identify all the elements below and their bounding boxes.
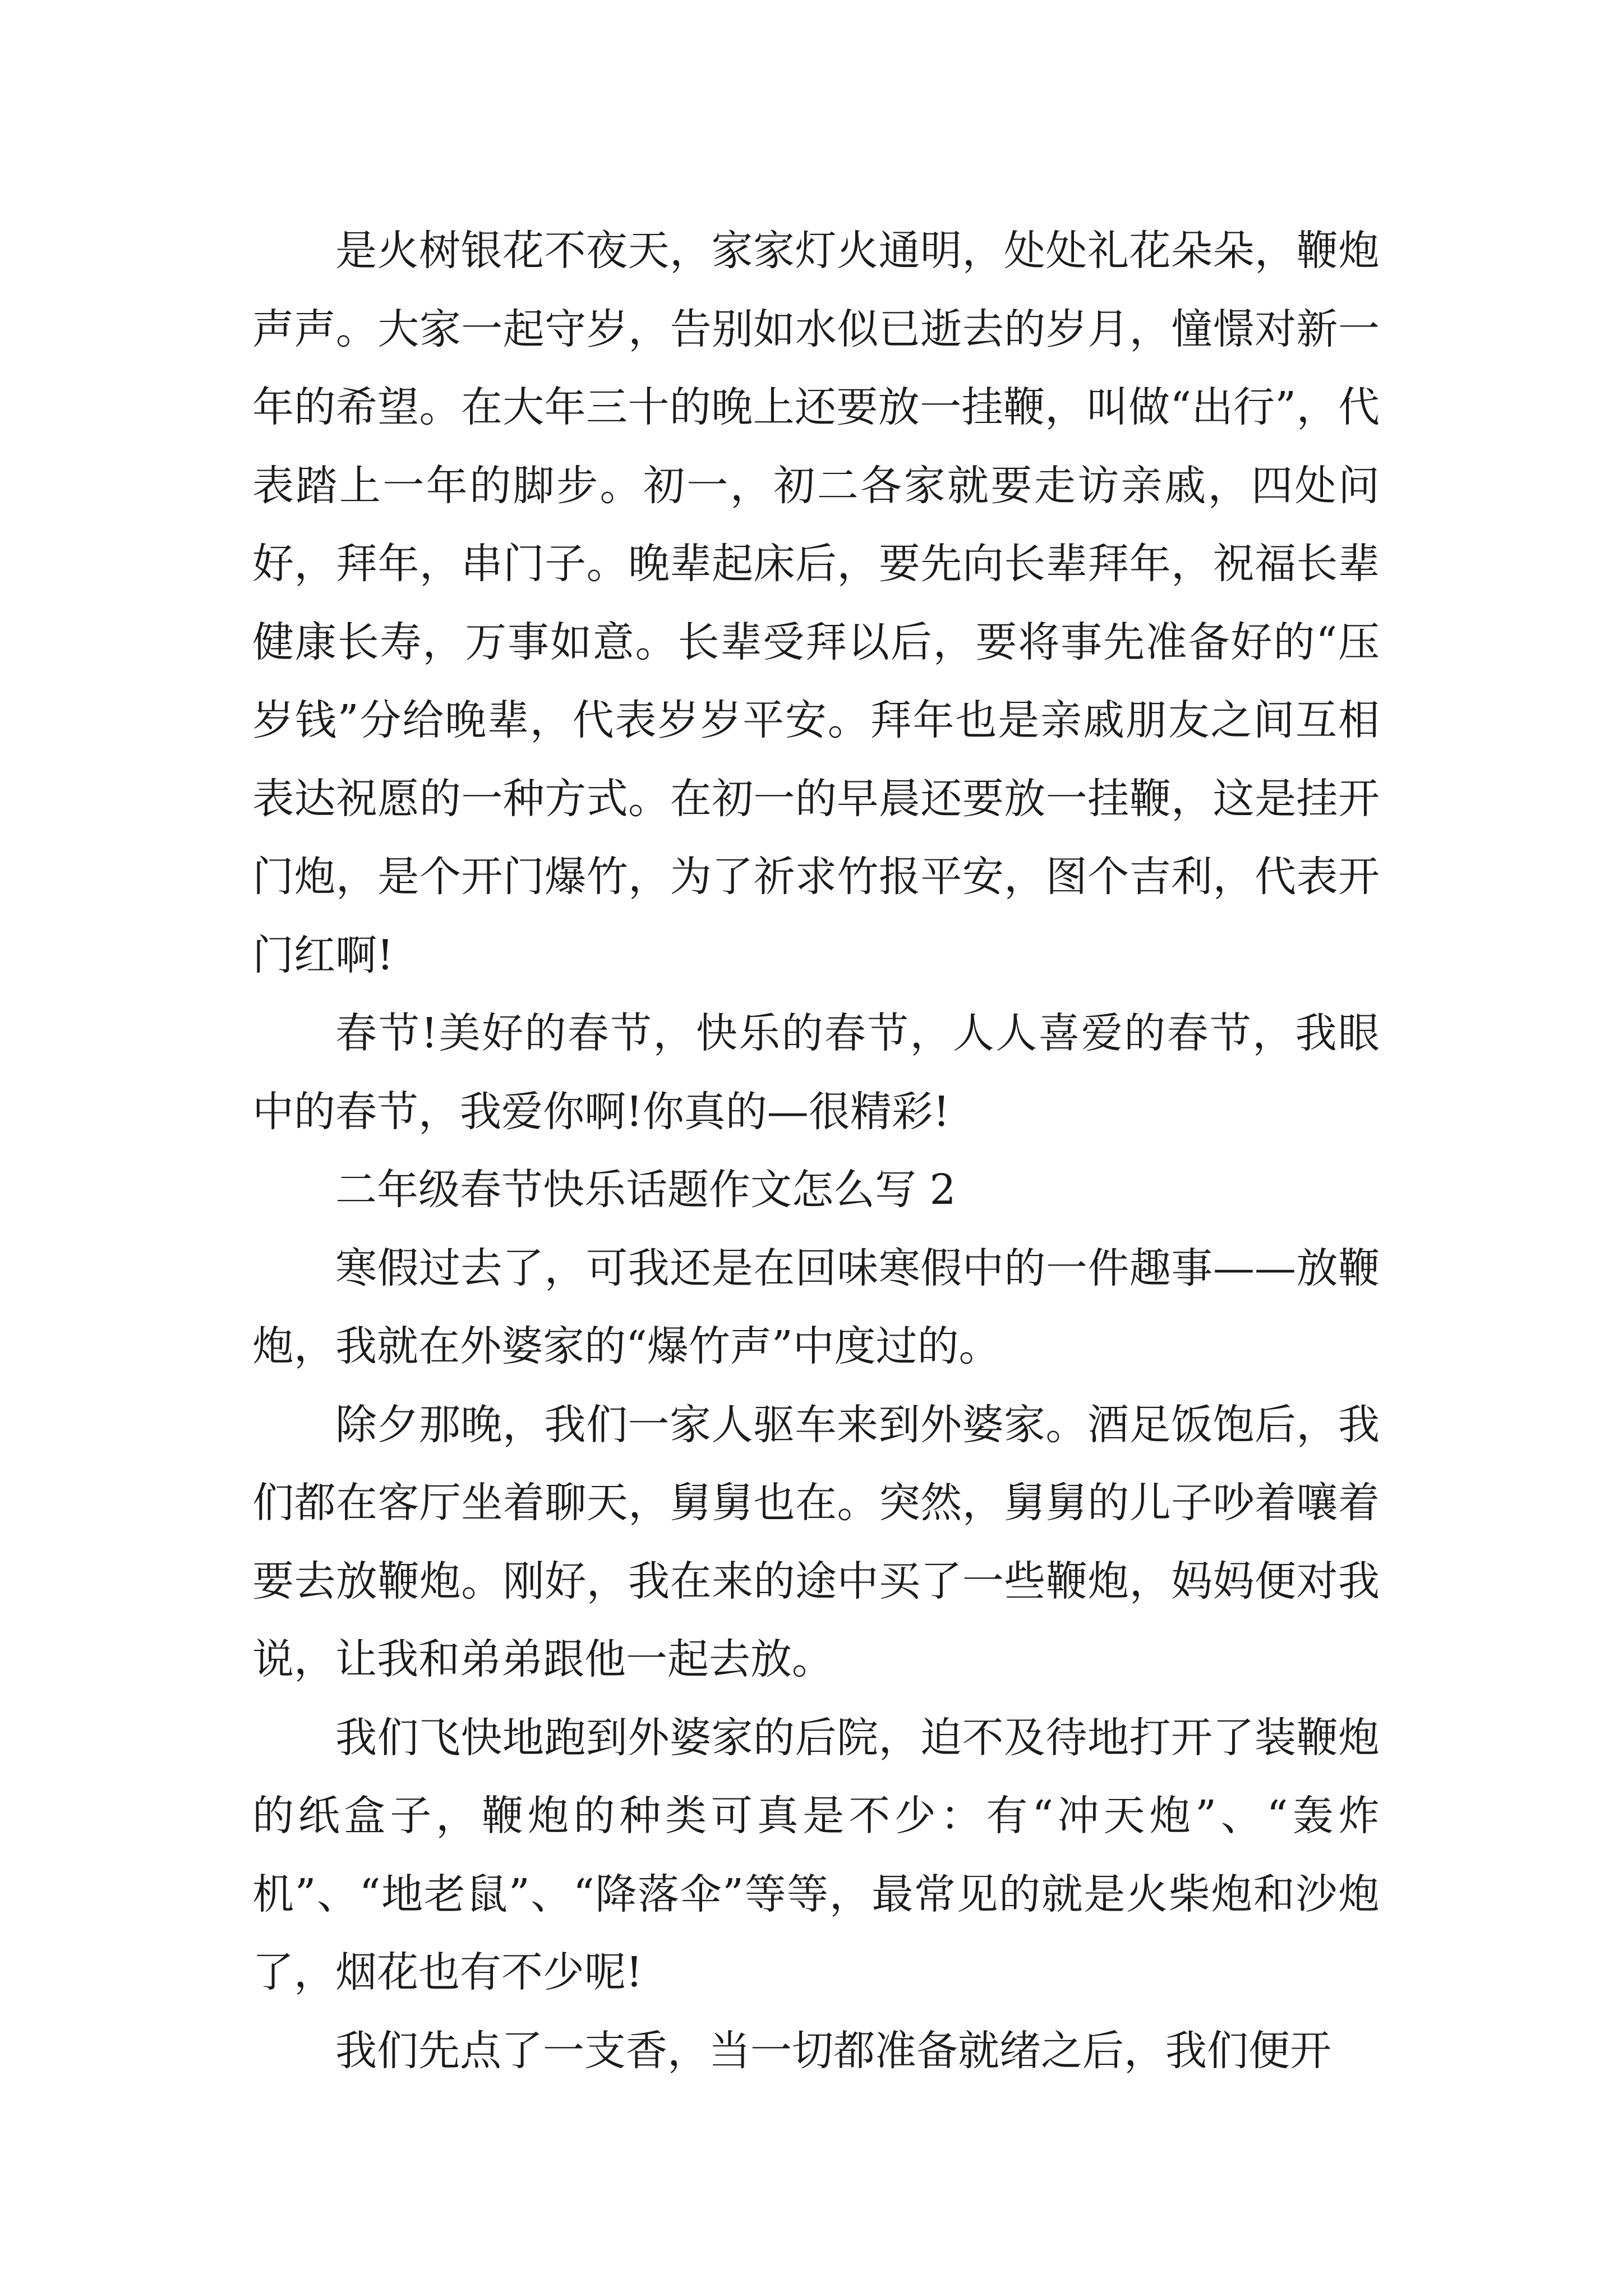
paragraph-lighting-incense: 我们先点了一支香，当一切都准备就绪之后，我们便开 [335,2026,1331,2075]
paragraph-firecracker-types: 我们飞快地跑到外婆家的后院，迫不及待地打开了装鞭炮的纸盒子，鞭炮的种类可真是不少：有“冲天炮”、“轰炸机”、“地老鼠”、“降落伞”等等，最常见的就是火柴炮和沙炮了，烟花也有不少呢! [252,1713,1380,1996]
paragraph-festival-night: 是火树银花不夜天，家家灯火通明，处处礼花朵朵，鞭炮声声。大家一起守岁，告别如水似已逝去的岁月，憧憬对新一年的希望。在大年三十的晚上还要放一挂鞭，叫做“出行”，代表踏上一年的脚步。初一，初二各家就要走访亲戚，四处问好，拜年，串门子。晚辈起床后，要先向长辈拜年，祝福长辈健康长寿，万事如意。长辈受拜以后，要将事先准备好的“压岁钱”分给晚辈，代表岁岁平安。拜年也是亲戚朋友之间互相表达祝愿的一种方式。在初一的早晨还要放一挂鞭，这是挂开门炮，是个开门爆竹，为了祈求竹报平安，图个吉利，代表开门红啊! [252,227,1380,979]
document-body [252,212,1380,2090]
paragraph-winter-break: 寒假过去了，可我还是在回味寒假中的一件趣事——放鞭炮，我就在外婆家的“爆竹声”中度过的。 [252,1244,1380,1370]
paragraph-spring-festival-praise: 春节!美好的春节，快乐的春节，人人喜爱的春节，我眼中的春节，我爱你啊!你真的—很精彩! [252,1009,1380,1136]
essay-heading: 二年级春节快乐话题作文怎么写 2 [335,1166,956,1214]
paragraph-new-years-eve: 除夕那晚，我们一家人驱车来到外婆家。酒足饭饱后，我们都在客厅坐着聊天，舅舅也在。突然，舅舅的儿子吵着嚷着要去放鞭炮。刚好，我在来的途中买了一些鞭炮，妈妈便对我说，让我和弟弟跟他一起去放。 [252,1400,1380,1683]
